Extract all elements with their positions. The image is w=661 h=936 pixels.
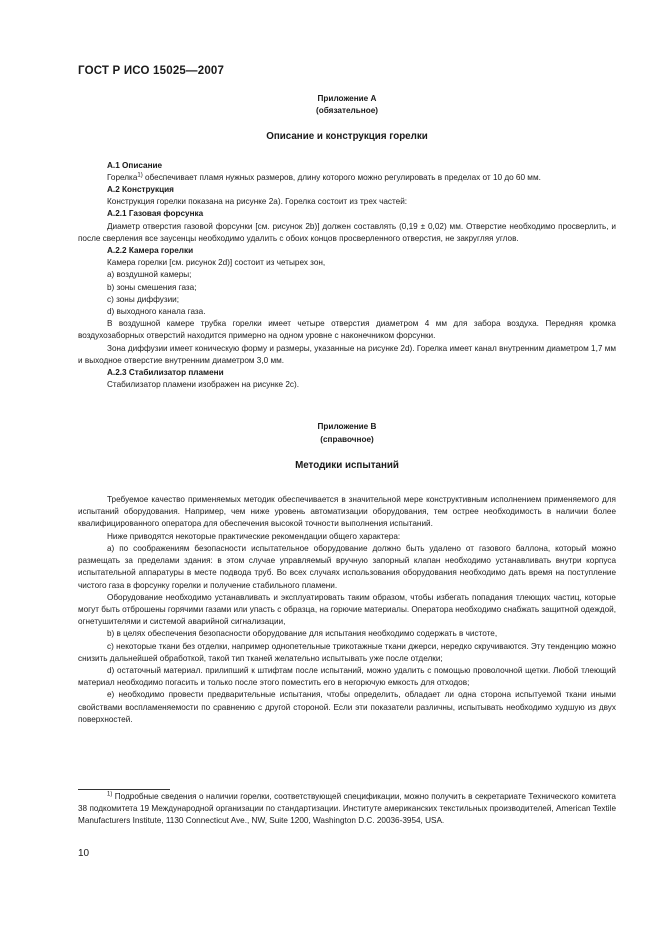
recommendation-item-a-continued: Оборудование необходимо устанавливать и эксплуатировать таким образом, чтобы избегать попадания тлеющих частиц, которые могут быть отброшены горячими газами или упасть с образца, на горючие материалы. Оператора необходимо снабжать защитной одеждой, огнетушителями и системой аварийной сигнализации,: [78, 592, 616, 627]
section-a2-text: Конструкция горелки показана на рисунке 2а). Горелка состоит из трех частей:: [107, 197, 408, 207]
recommendation-item-a: а) по соображениям безопасности испытательное оборудование должно быть удалено от газового баллона, который можно размещать за пределами здания: в этом случае управляемый вручную запорный клапан необходимо устанавливать внутри корпуса испытательной аппаратуры в месте подвода труб. Во всех случаях использования оборудования необходимо дать время на поступление чистого газа в форсунку горелки и получение стабильного пламени.: [78, 543, 616, 590]
list-item: d) выходного канала газа.: [107, 307, 206, 317]
footnote-text: Подробные сведения о наличии горелки, соответствующей спецификации, можно получить в секретариате Технического комитета 38 подкомитета 19 Международной организации по стандартизации. Институте американских текстильных производителей, American Textile Manufacturers Institute, 1130 Connecticut Ave., NW, Suite 1200, Washington D.C. 20036-3954, USA.: [78, 792, 616, 826]
section-a1-text-start: Горелка: [107, 172, 138, 182]
section-a21-heading: А.2.1 Газовая форсунка: [107, 209, 204, 219]
appendix-b-status: (справочное): [320, 434, 374, 444]
document-code-header: ГОСТ Р ИСО 15025—2007: [78, 65, 225, 77]
footnote-marker: 1): [107, 791, 113, 798]
appendix-b-lead: Ниже приводятся некоторые практические рекомендации общего характера:: [107, 531, 401, 541]
recommendation-item-b: b) в целях обеспечения безопасности оборудование для испытания необходимо содержать в чистоте,: [107, 629, 498, 639]
page-body: [78, 93, 616, 726]
appendix-b-intro: Требуемое качество применяемых методик обеспечивается в значительной мере конструктивным исполнением применяемого для испытаний оборудования. Например, чем ниже уровень автоматизации оборудования, тем острее необходимость в наличии более квалифицированного оператора для обеспечения высокой точности выполнения испытаний.: [78, 495, 616, 529]
section-a2-heading: А.2 Конструкция: [107, 185, 174, 195]
section-a1-heading: А.1 Описание: [107, 160, 163, 170]
recommendation-item-d: d) остаточный материал. прилипший к штифтам после испытаний, можно удалить с помощью проволочной щетки. Любой тлеющий материал необходимо погасить и только после этого поместить его в негорючую емкость для отходов;: [78, 665, 616, 688]
recommendation-item-e: e) необходимо провести предварительные испытания, чтобы определить, обладает ли одна сторона испытуемой ткани иными свойствами воспламеняемости по сравнению с другой стороной. Если эти показатели различны, испытывать необходимо худшую из двух поверхностей.: [78, 690, 616, 724]
section-a1-text: [78, 172, 616, 184]
section-a22-paragraph: В воздушной камере трубка горелки имеет четыре отверстия диаметром 4 мм для забора воздуха. Передняя кромка воздухозаборных отверстий находится примерно на одном уровне с наконечником форсунки.: [78, 319, 616, 341]
section-a22-paragraph: Зона диффузии имеет коническую форму и размеры, указанные на рисунке 2d). Горелка имеет канал внутренним диаметром 1,7 мм и выходное отверстие внутренним диаметром 3,0 мм.: [78, 343, 616, 365]
section-a22-list: [78, 269, 616, 318]
appendix-b-label: Приложение В: [317, 422, 377, 432]
section-a23-text: Стабилизатор пламени изображен на рисунке 2с).: [107, 380, 299, 390]
appendix-a-title: Описание и конструкция горелки: [266, 131, 428, 143]
footnote-ref: 1): [137, 172, 143, 179]
appendix-b-title: Методики испытаний: [295, 459, 399, 471]
section-a23-heading: А.2.3 Стабилизатор пламени: [107, 368, 224, 378]
list-item: c) зоны диффузии;: [107, 294, 179, 304]
list-item: а) воздушной камеры;: [107, 270, 192, 280]
recommendation-item-c: c) некоторые ткани без отделки, например однопетельные трикотажные ткани джерси, нередко скручиваются. Эту тенденцию можно снизить дальнейшей обработкой, такой тип тканей желательно испытывать уже после отделки;: [78, 641, 616, 663]
footnote: [78, 791, 616, 828]
section-a22-text: Камера горелки [см. рисунок 2d)] состоит из четырех зон,: [107, 258, 326, 268]
list-item: b) зоны смешения газа;: [107, 282, 197, 292]
section-a22-heading: А.2.2 Камера горелки: [107, 246, 194, 256]
appendix-a-status: (обязательное): [316, 106, 378, 116]
page-number: 10: [78, 848, 90, 859]
appendix-a-label: Приложение А: [317, 94, 377, 103]
section-a1-text-end: обеспечивает пламя нужных размеров, длину которого можно регулировать в пределах от 10 до 60 мм.: [142, 172, 541, 182]
section-a21-text: Диаметр отверстия газовой форсунки [см. рисунок 2b)] должен составлять (0,19 ± 0,02) мм. Отверстие необходимо просверлить, и после сверления все заусенцы необходимо удалить с обоих концов просверленного отверстия, не закругляя углов.: [78, 221, 616, 243]
footnote-separator: [78, 789, 170, 790]
